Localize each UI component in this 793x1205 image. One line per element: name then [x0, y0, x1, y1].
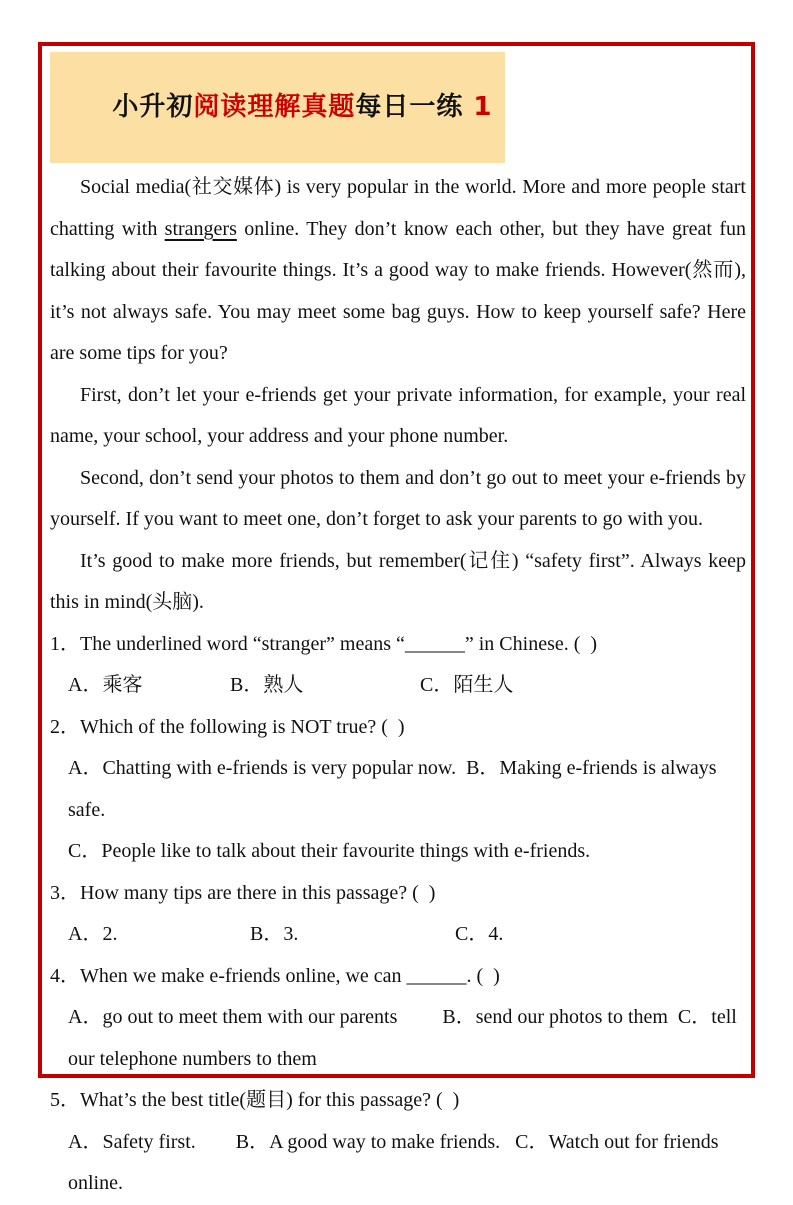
passage-paragraph-1: [50, 167, 746, 375]
question-1: [50, 624, 746, 707]
question-text: When we make e-friends online, we can ______. ( ): [80, 964, 500, 987]
question-number: 4．: [50, 964, 80, 987]
option-a: A．乘客: [68, 674, 143, 696]
option-line-abc: A．go out to meet them with our parents B．send our photos to them C．tell our telephone numbers to them: [68, 1006, 742, 1070]
passage-paragraph-3: Second, don’t send your photos to them and don’t go out to meet your e-friends by yourself. If you want to meet one, don’t forget to ask your parents to go with you.: [50, 466, 746, 530]
option-line-ab: A．Chatting with e-friends is very popular now. B．Making e-friends is always safe.: [68, 757, 722, 821]
question-line: [50, 707, 746, 749]
question-line: [50, 624, 746, 666]
question-line: [50, 956, 746, 998]
passage-paragraph-4: It’s good to make more friends, but remember(记住) “safety first”. Always keep this in mind(头脑).: [50, 549, 746, 613]
question-text: What’s the best title(题目) for this passage? ( ): [80, 1089, 460, 1111]
option-line-abc: A．Safety first. B．A good way to make friends. C．Watch out for friends online.: [68, 1130, 724, 1194]
option-row: [50, 665, 746, 707]
passage-text: online. They don’t know each other, but they have great fun talking about their favourite things. It’s a good way to make friends. However(然而), it’s not always safe. You may meet some bag guys. How to keep yourself safe? Here are some tips for you?: [50, 217, 746, 364]
option-a: A．2.: [68, 923, 118, 945]
title-segment-grade: 小升初: [112, 92, 194, 122]
question-4: [50, 956, 746, 1081]
document-content: [50, 167, 746, 1205]
question-text: How many tips are there in this passage? ( ): [80, 881, 436, 904]
option-row: [50, 914, 746, 956]
question-line: [50, 1080, 746, 1122]
question-text: Which of the following is NOT true? ( ): [80, 715, 405, 738]
page-title: [50, 52, 505, 163]
underlined-word: strangers: [164, 217, 237, 240]
option-b: B．熟人: [230, 674, 304, 696]
option-line-c: C．People like to talk about their favourite things with e-friends.: [68, 840, 591, 862]
question-number: 3．: [50, 881, 80, 904]
title-segment-topic: 阅读理解真题: [193, 92, 356, 122]
question-3: [50, 873, 746, 956]
option-b: B．3.: [250, 923, 299, 945]
question-number: 2．: [50, 715, 80, 738]
question-number: 1．: [50, 632, 80, 655]
option-c: C．4.: [455, 923, 504, 945]
question-5: [50, 1080, 746, 1205]
question-2: [50, 707, 746, 873]
passage-paragraph-2: First, don’t let your e-friends get your private information, for example, your real name, your school, your address and your phone number.: [50, 383, 746, 447]
passage: [50, 167, 746, 624]
passage-text: Social media(社交媒体) is very popular in the world. More and more people start chatting with: [50, 176, 746, 240]
document-frame: [38, 42, 755, 1194]
option-c: C．陌生人: [420, 674, 514, 696]
question-text: The underlined word “stranger” means “______” in Chinese. ( ): [80, 632, 598, 655]
title-segment-number: 1: [463, 92, 493, 122]
title-segment-daily: 每日一练: [355, 92, 464, 122]
question-line: [50, 873, 746, 915]
question-number: 5．: [50, 1089, 80, 1111]
